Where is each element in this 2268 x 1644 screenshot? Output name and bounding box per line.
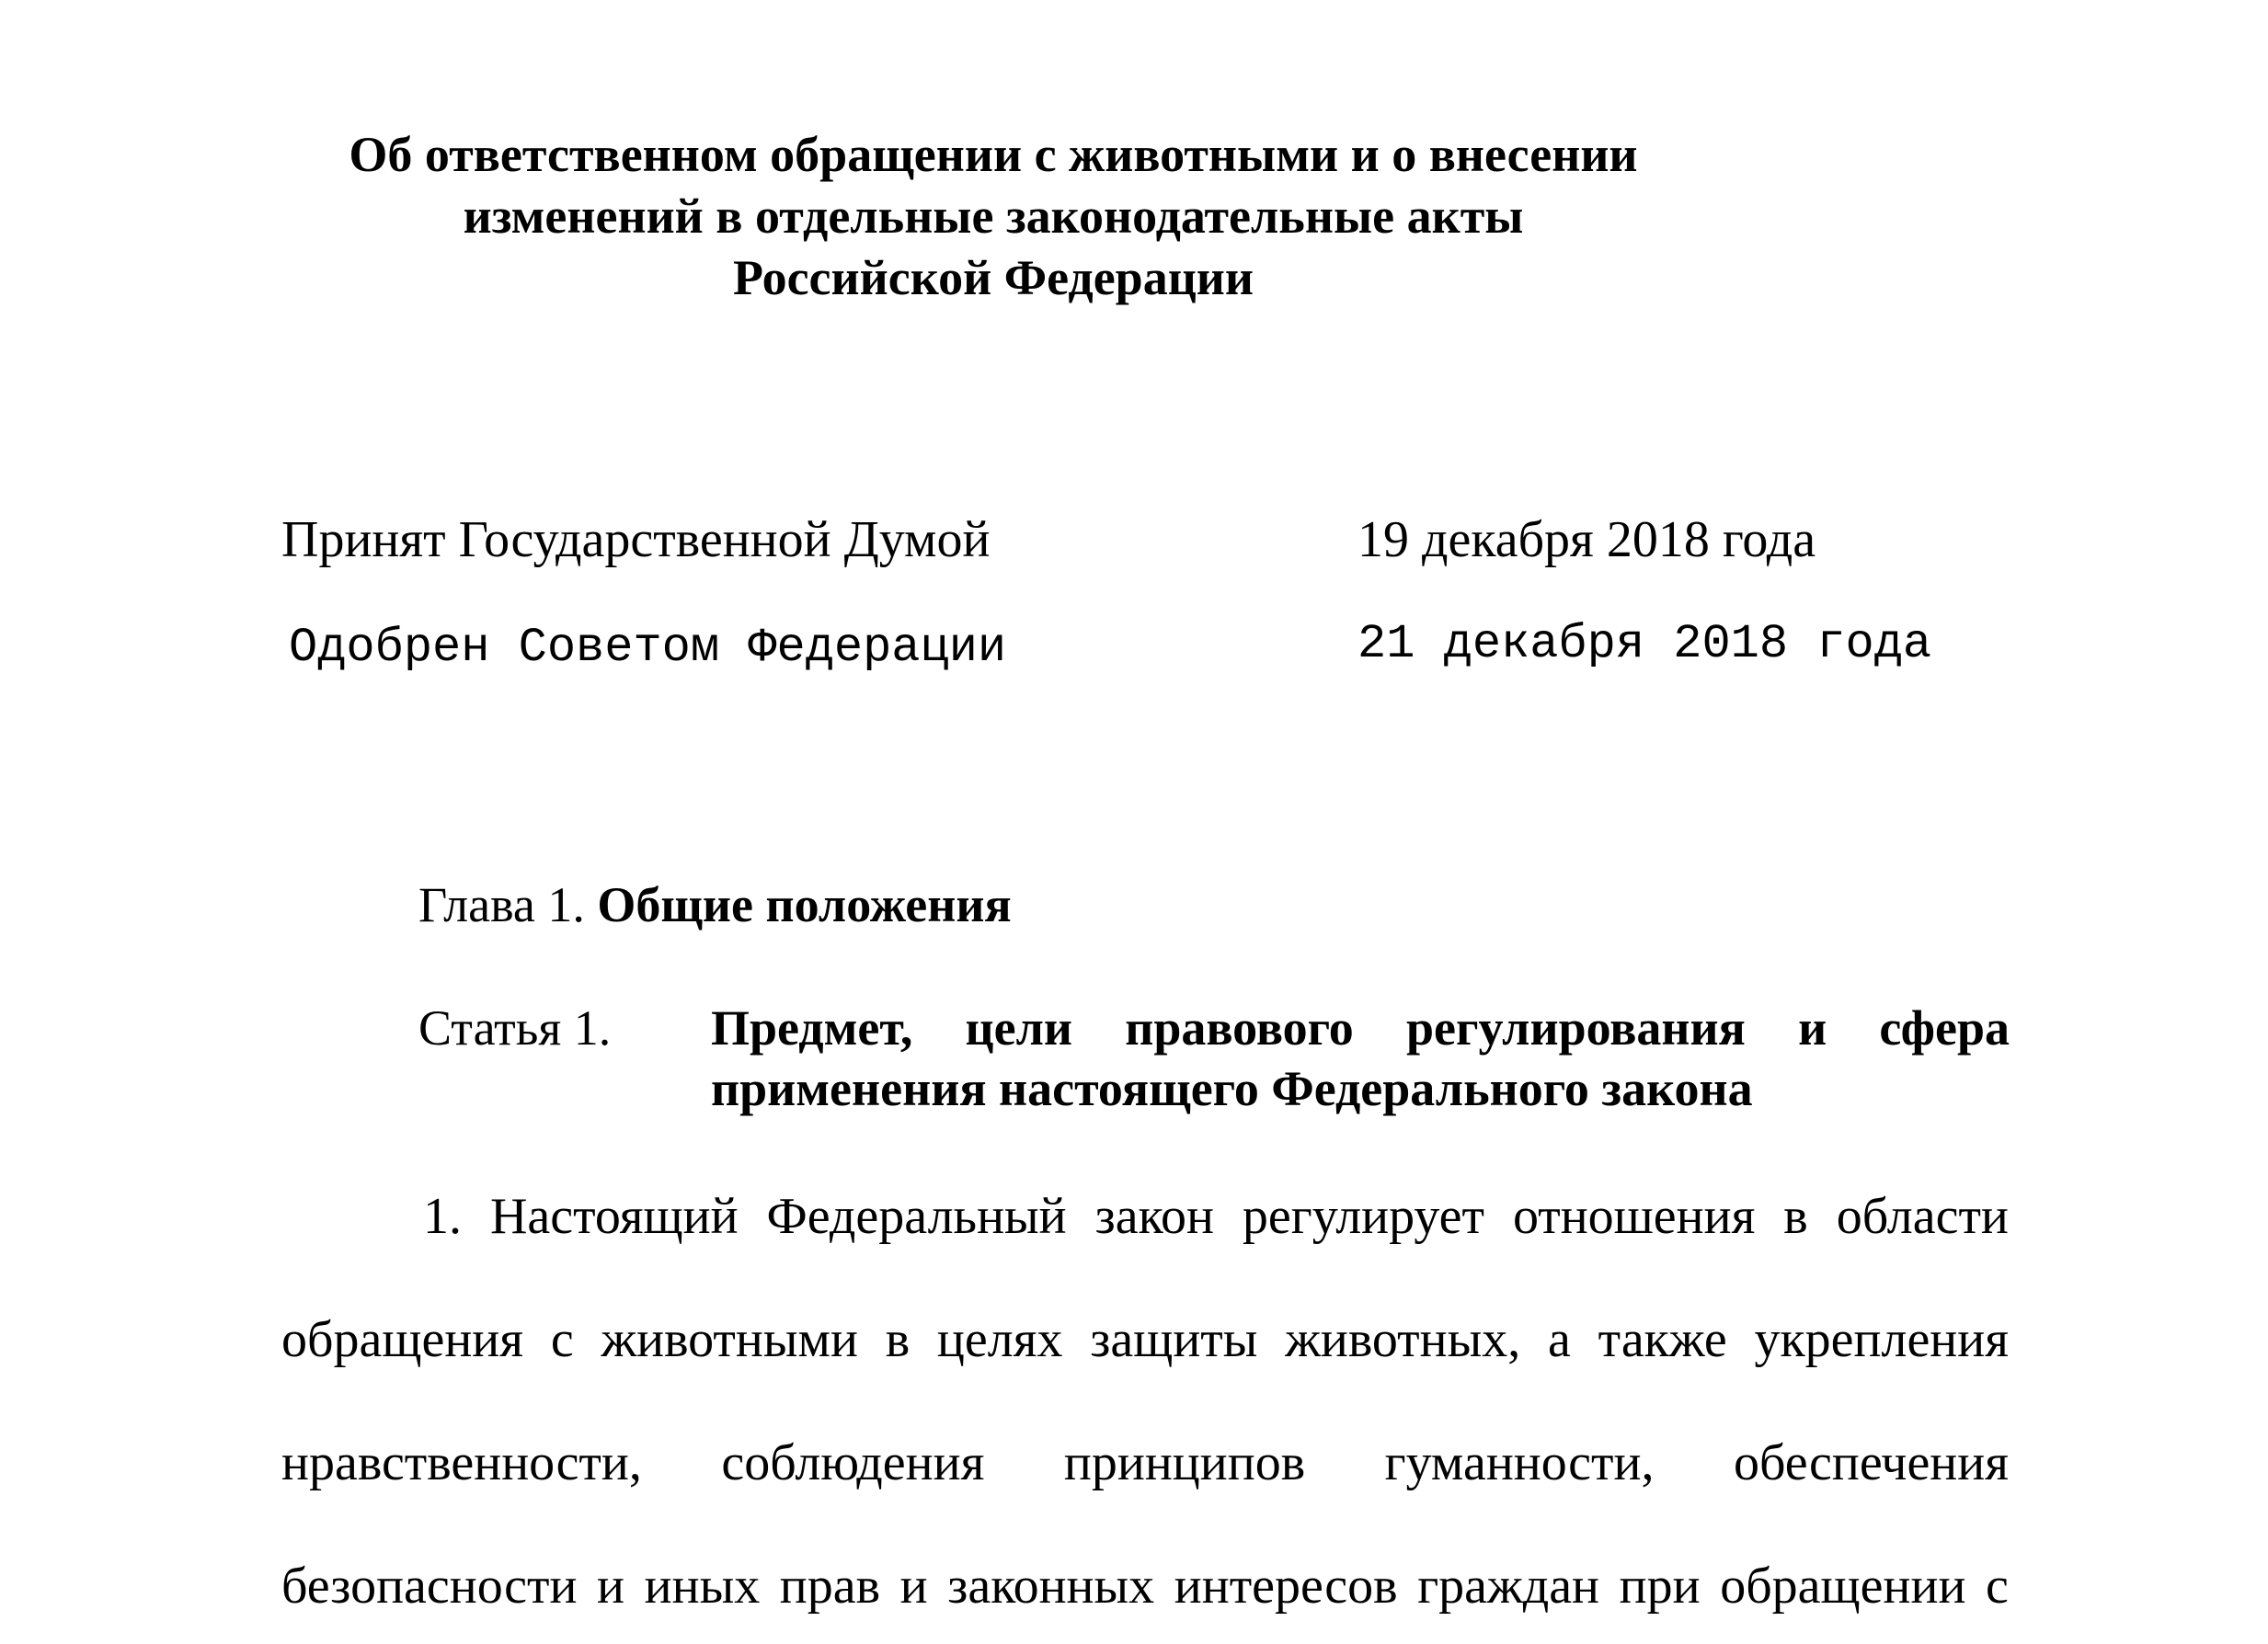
paragraph-word: целях [936, 1311, 1063, 1368]
paragraph-word: а [1548, 1311, 1571, 1368]
paragraph-word: Федеральный [766, 1188, 1067, 1245]
adopted-label: Принят Государственной Думой [281, 511, 991, 568]
paragraph-word: принципов [1063, 1434, 1306, 1491]
title-line-1: Об ответственном обращении с животными и о внесении [349, 127, 1638, 182]
paragraph-word: с [550, 1311, 574, 1368]
paragraph-word: и [899, 1558, 928, 1615]
paragraph-word: регулирует [1242, 1188, 1485, 1245]
paragraph-word: 1. [423, 1188, 462, 1245]
paragraph-word: животными [601, 1311, 858, 1368]
paragraph-word: обращении [1720, 1558, 1966, 1615]
paragraph-word: животных, [1285, 1311, 1521, 1368]
paragraph-word: нравственности, [281, 1434, 642, 1491]
chapter-title: Общие положения [597, 877, 1012, 932]
paragraph-word: интересов [1174, 1558, 1398, 1615]
paragraph-line-1 [281, 1184, 2009, 1249]
paragraph-word: безопасности [281, 1558, 578, 1615]
title-line-3: Российской Федерации [732, 250, 1254, 305]
justified-line [423, 1184, 2009, 1249]
paragraph-word: в [1783, 1188, 1808, 1245]
paragraph-word: обращения [281, 1311, 524, 1368]
chapter-number: Глава 1. [418, 877, 585, 932]
paragraph-word: Настоящий [489, 1188, 739, 1245]
justified-line [281, 1307, 2009, 1372]
approved-label: Одобрен Советом Федерации [289, 621, 1007, 675]
article-title: Предмет, цели правового регулирования и сфера применения настоящего Федерального закона [711, 1000, 2010, 1116]
paragraph-word: защиты [1090, 1311, 1258, 1368]
chapter-heading [418, 873, 1012, 936]
approved-date: 21 декабря 2018 года [1357, 617, 1932, 671]
paragraph-word: иных [644, 1558, 761, 1615]
paragraph-line-2 [281, 1307, 2009, 1372]
paragraph-word: гуманности, [1384, 1434, 1655, 1491]
justified-line [281, 1554, 2009, 1618]
paragraph-word: соблюдения [721, 1434, 985, 1491]
paragraph-word: и [597, 1558, 625, 1615]
document-title [276, 124, 1711, 309]
title-line-2: изменений в отдельные законодательные акты [463, 188, 1524, 244]
article-number: Статья 1. [418, 1000, 612, 1056]
justified-line [281, 1431, 2009, 1495]
paragraph-word: закон [1094, 1188, 1214, 1245]
paragraph-word: укрепления [1754, 1311, 2009, 1368]
paragraph-word: в [885, 1311, 911, 1368]
paragraph-word: обеспечения [1733, 1434, 2009, 1491]
paragraph-word: отношения [1512, 1188, 1756, 1245]
paragraph-line-4 [281, 1554, 2009, 1618]
paragraph-word: законных [947, 1558, 1155, 1615]
adopted-date: 19 декабря 2018 года [1357, 511, 1816, 568]
paragraph-word: граждан [1417, 1558, 1600, 1615]
paragraph-word: области [1836, 1188, 2009, 1245]
paragraph-word: при [1619, 1558, 1701, 1615]
paragraph-word: с [1986, 1558, 2009, 1615]
paragraph-line-3 [281, 1431, 2009, 1495]
paragraph-word: также [1598, 1311, 1727, 1368]
paragraph-word: прав [779, 1558, 881, 1615]
